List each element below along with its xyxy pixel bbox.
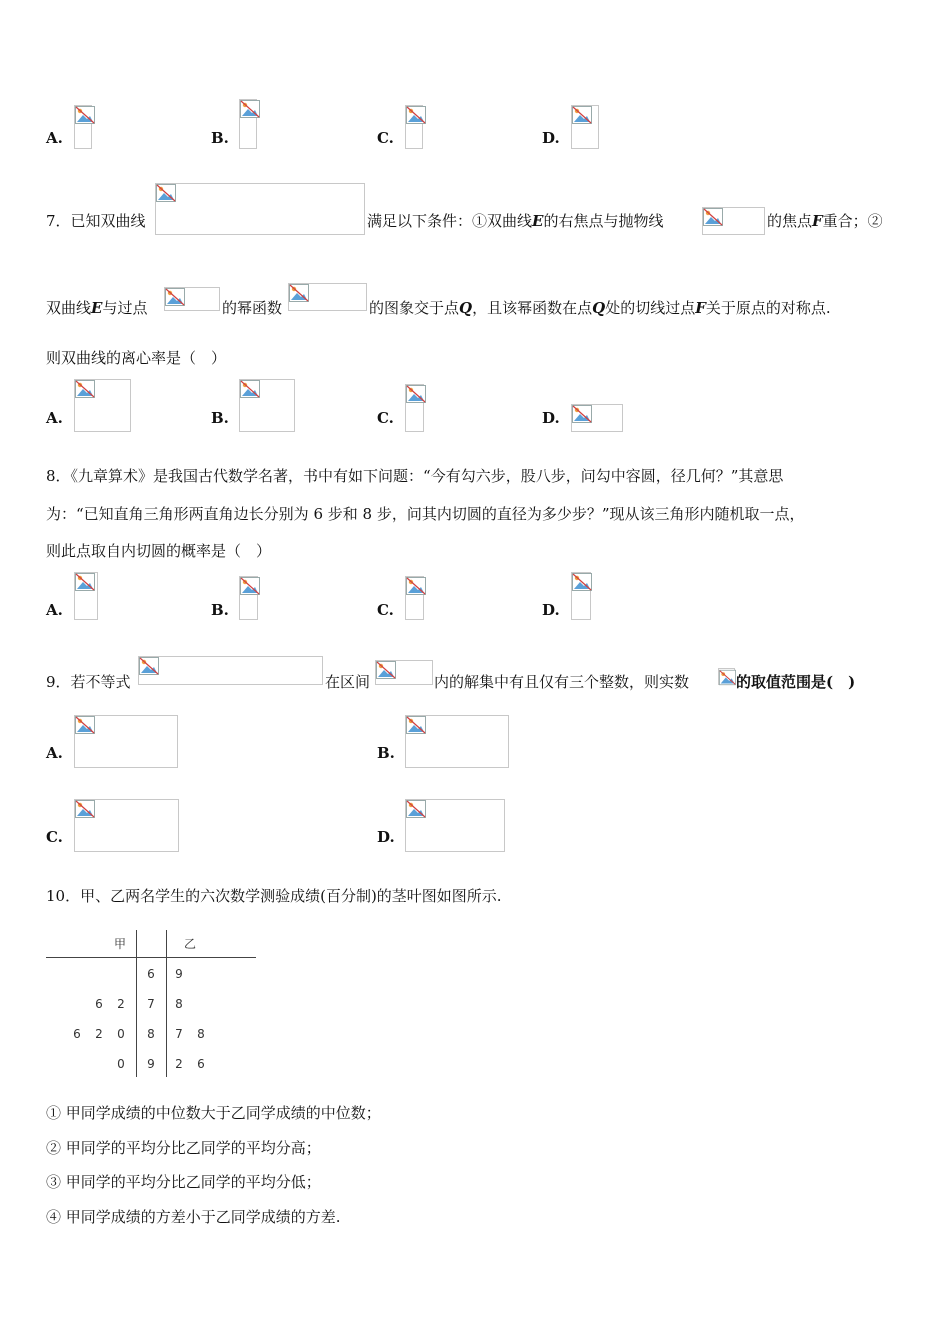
var-e: E — [91, 299, 103, 317]
q10-intro: 10．甲、乙两名学生的六次数学测验成绩(百分制)的茎叶图如图所示. — [46, 887, 502, 905]
q6-option-c-formula-image — [405, 105, 423, 149]
left-header: 甲 — [113, 937, 126, 951]
q6-option-a-label: A. — [46, 129, 63, 147]
q7-text: 的焦点 — [767, 212, 813, 230]
q8-text-line3: 则此点取自内切圆的概率是（ ） — [46, 542, 272, 560]
q9-option-c-formula-image — [74, 799, 179, 852]
statement-4: ④ 甲同学成绩的方差小于乙同学成绩的方差. — [46, 1208, 341, 1226]
vertical-divider-left — [136, 930, 137, 1077]
q7-text: 已知双曲线 — [70, 212, 146, 230]
broken-image-icon — [406, 800, 426, 818]
broken-image-icon — [240, 380, 260, 398]
q6-option-b-label: B. — [211, 129, 229, 147]
broken-image-icon — [240, 100, 260, 118]
q7-option-c-label: C. — [377, 409, 394, 427]
broken-image-icon — [75, 573, 95, 591]
q7-option-b-formula-image — [239, 379, 295, 432]
broken-image-icon — [75, 800, 95, 818]
left-leaf: 0 — [117, 1057, 125, 1071]
broken-image-icon — [406, 577, 426, 595]
q7-text: 关于原点的对称点. — [705, 299, 831, 317]
statement-2: ② 甲同学的平均分比乙同学的平均分高； — [46, 1139, 321, 1157]
statement-1: ① 甲同学成绩的中位数大于乙同学成绩的中位数； — [46, 1104, 381, 1122]
broken-image-icon — [376, 661, 396, 679]
q9-option-d-formula-image — [405, 799, 505, 852]
q7-line1-end — [767, 211, 883, 231]
q7-text: 重合；② — [822, 212, 883, 230]
broken-image-icon — [406, 716, 426, 734]
right-leaf: 8 — [197, 1027, 205, 1041]
right-leaf: 7 — [175, 1027, 183, 1041]
question-number: 7． — [46, 212, 71, 230]
q8-option-d-formula-image — [571, 572, 591, 620]
q7-text: 的幂函数 — [222, 299, 283, 317]
var-e: E — [532, 212, 544, 230]
q7-text: 满足以下条件：①双曲线 — [367, 212, 533, 230]
q7-text: 处的切线过点 — [605, 299, 696, 317]
left-leaf: 6 — [73, 1027, 81, 1041]
left-leaf: 0 — [117, 1027, 125, 1041]
q9-text: 内的解集中有且仅有三个整数，则实数 — [434, 673, 690, 691]
q6-option-d-label: D. — [542, 129, 560, 147]
var-f: F — [695, 299, 706, 317]
right-leaf: 9 — [175, 967, 183, 981]
stem-value: 6 — [147, 967, 155, 981]
q9-line-start — [46, 672, 131, 692]
q9-option-d-label: D. — [377, 828, 395, 846]
broken-image-icon — [572, 573, 592, 591]
broken-image-icon — [240, 577, 260, 595]
inequality-image — [138, 656, 323, 685]
var-f: F — [812, 212, 823, 230]
var-q: Q — [592, 299, 606, 317]
question-number: 9． — [46, 673, 71, 691]
broken-image-icon — [703, 208, 723, 226]
q9-option-c-label: C. — [46, 828, 63, 846]
broken-image-icon — [572, 106, 592, 124]
q9-text: 若不等式 — [70, 673, 131, 691]
var-q: Q — [459, 299, 473, 317]
q7-option-b-label: B. — [211, 409, 229, 427]
q8-text-line2: 为：“已知直角三角形两直角边长分别为 6 步和 8 步，问其内切圆的直径为多少步？”现从该三角形内随机取一点， — [46, 505, 805, 523]
q7-option-a-formula-image — [74, 379, 131, 432]
power-function-image — [288, 283, 367, 311]
q7-text: 的右焦点与抛物线 — [543, 212, 664, 230]
q9-text: 在区间 — [325, 673, 371, 691]
right-leaf: 6 — [197, 1057, 205, 1071]
stem-value: 8 — [147, 1027, 155, 1041]
q7-option-c-formula-image — [405, 384, 424, 432]
q9-option-b-formula-image — [405, 715, 509, 768]
q7-line1 — [46, 211, 146, 231]
q8-option-d-label: D. — [542, 601, 560, 619]
q6-option-b-formula-image — [239, 99, 257, 149]
broken-image-icon — [719, 669, 736, 686]
q8-text-line1: 8．《九章算术》是我国古代数学名著，书中有如下问题：“今有勾六步，股八步，问勾中容圆，径几何？”其意思 — [46, 467, 784, 485]
q7-text: 与过点 — [102, 299, 148, 317]
variable-image — [718, 668, 735, 685]
q7-text: 双曲线 — [46, 299, 92, 317]
broken-image-icon — [406, 106, 426, 124]
q7-text: ，且该幂函数在点 — [472, 299, 593, 317]
broken-image-icon — [165, 288, 185, 306]
q9-option-a-label: A. — [46, 744, 63, 762]
interval-image — [375, 660, 433, 685]
stem-value: 9 — [147, 1057, 155, 1071]
vertical-divider-right — [166, 930, 167, 1077]
q8-option-c-label: C. — [377, 601, 394, 619]
broken-image-icon — [572, 405, 592, 423]
stem-value: 7 — [147, 997, 155, 1011]
q6-option-c-label: C. — [377, 129, 394, 147]
broken-image-icon — [156, 184, 176, 202]
stem-and-leaf-plot — [46, 930, 266, 1080]
q7-option-d-formula-image — [571, 404, 623, 432]
q9-option-b-label: B. — [377, 744, 395, 762]
right-leaf: 8 — [175, 997, 183, 1011]
q8-option-b-label: B. — [211, 601, 229, 619]
broken-image-icon — [406, 385, 426, 403]
parabola-equation-image — [702, 207, 765, 235]
q8-option-b-formula-image — [239, 576, 258, 620]
horizontal-divider — [46, 957, 256, 958]
q7-option-d-label: D. — [542, 409, 560, 427]
hyperbola-equation-image — [155, 183, 365, 235]
right-leaf: 2 — [175, 1057, 183, 1071]
q7-question-prompt: 则双曲线的离心率是（ ） — [46, 349, 227, 367]
broken-image-icon — [75, 106, 95, 124]
q8-option-a-formula-image — [74, 572, 98, 620]
right-header: 乙 — [183, 937, 196, 951]
left-leaf: 2 — [117, 997, 125, 1011]
q7-option-a-label: A. — [46, 409, 63, 427]
q6-option-a-formula-image — [74, 105, 92, 149]
broken-image-icon — [75, 380, 95, 398]
q8-option-c-formula-image — [405, 576, 424, 620]
q6-option-d-formula-image — [571, 105, 599, 149]
broken-image-icon — [289, 284, 309, 302]
point-image — [164, 287, 220, 311]
left-leaf: 6 — [95, 997, 103, 1011]
broken-image-icon — [139, 657, 159, 675]
q7-line2-cont — [369, 298, 831, 318]
broken-image-icon — [75, 716, 95, 734]
left-leaf: 2 — [95, 1027, 103, 1041]
q7-text: 的图象交于点 — [369, 299, 460, 317]
q8-option-a-label: A. — [46, 601, 63, 619]
q7-line2 — [46, 298, 147, 318]
q9-option-a-formula-image — [74, 715, 178, 768]
q7-line1-cont — [367, 211, 663, 231]
statement-3: ③ 甲同学的平均分比乙同学的平均分低； — [46, 1173, 321, 1191]
q9-text: 的取值范围是( ) — [736, 673, 856, 691]
